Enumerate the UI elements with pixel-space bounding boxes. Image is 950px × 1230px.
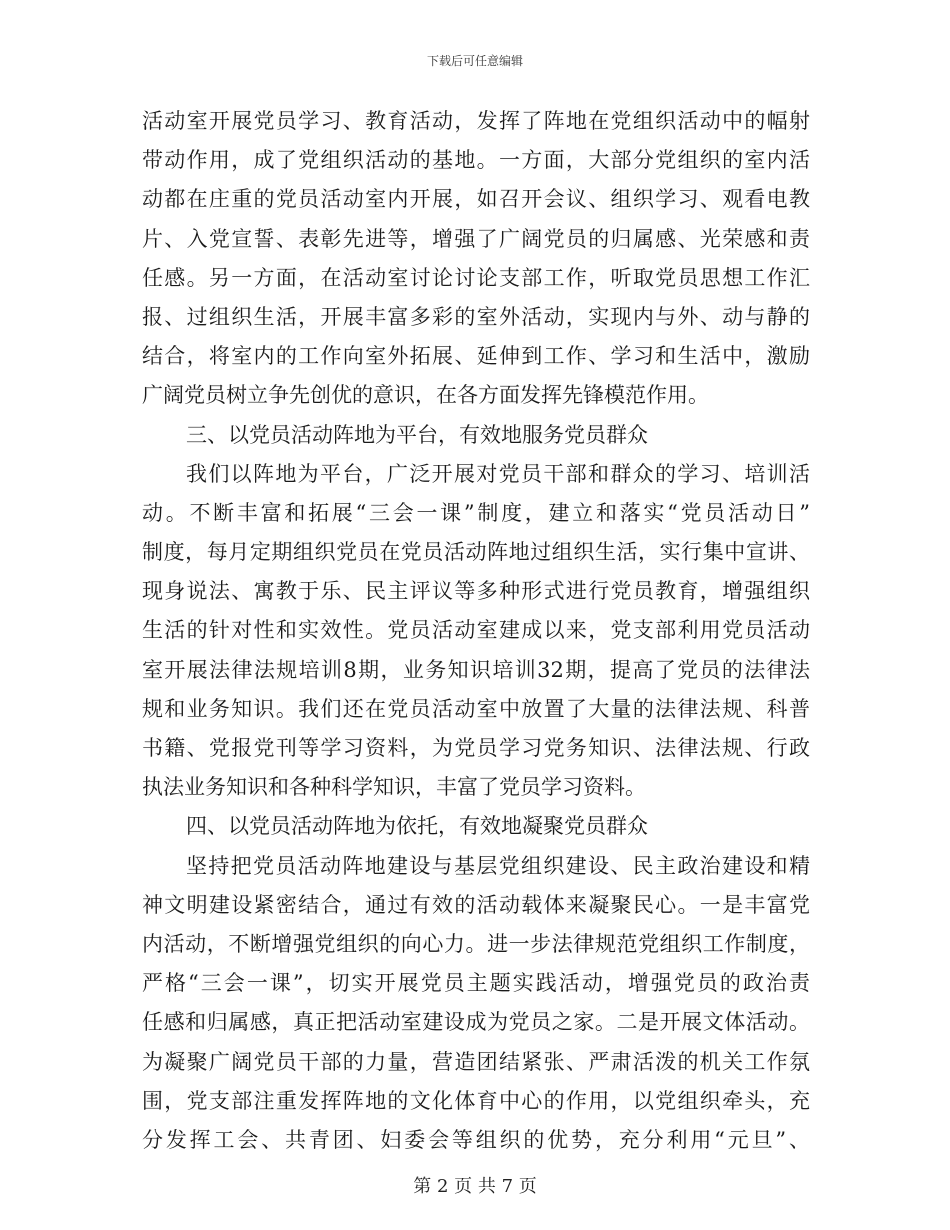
- body-line: 动都在庄重的党员活动室内开展，如召开会议、组织学习、观看电教: [142, 187, 810, 212]
- body-line: 带动作用，成了党组织活动的基地。一方面，大部分党组织的室内活: [142, 148, 810, 173]
- body-line: 任感和归属感，真正把活动室建设成为党员之家。二是开展文体活动。: [142, 1010, 810, 1035]
- page-header-note: 下载后可任意编辑: [426, 54, 523, 68]
- body-line: 分发挥工会、共青团、妇委会等组织的优势，充分利用“元旦”、: [142, 1127, 810, 1152]
- body-line: 为凝聚广阔党员干部的力量，营造团结紧张、严肃活泼的机关工作氛: [142, 1049, 810, 1074]
- body-line: 规和业务知识。我们还在党员活动室中放置了大量的法律法规、科普: [142, 696, 810, 721]
- body-line: 制度，每月定期组织党员在党员活动阵地过组织生活，实行集中宣讲、: [142, 540, 810, 565]
- body-line: 严格“三会一课”，切实开展党员主题实践活动，增强党员的政治责: [142, 971, 810, 996]
- body-line: 室开展法律法规培训8期，业务知识培训32期，提高了党员的法律法: [142, 657, 810, 682]
- section-heading: 四、以党员活动阵地为依托，有效地凝聚党员群众: [186, 814, 648, 839]
- body-line: 围，党支部注重发挥阵地的文化体育中心的作用，以党组织牵头，充: [142, 1088, 810, 1113]
- body-line: 报、过组织生活，开展丰富多彩的室外活动，实现内与外、动与静的: [142, 304, 810, 329]
- body-line: 活动室开展党员学习、教育活动，发挥了阵地在党组织活动中的幅射: [142, 109, 810, 133]
- body-line: 坚持把党员活动阵地建设与基层党组织建设、民主政治建设和精: [186, 853, 810, 878]
- body-line: 执法业务知识和各种科学知识，丰富了党员学习资料。: [142, 775, 646, 800]
- body-line: 任感。另一方面，在活动室讨论讨论支部工作，听取党员思想工作汇: [142, 265, 810, 290]
- body-line: 神文明建设紧密结合，通过有效的活动载体来凝聚民心。一是丰富党: [142, 892, 810, 917]
- body-line: 片、入党宣誓、表彰先进等，增强了广阔党员的归属感、光荣感和责: [142, 226, 810, 251]
- page-number: 第 2 页 共 7 页: [413, 1176, 537, 1197]
- body-line: 现身说法、寓教于乐、民主评议等多种形式进行党员教育，增强组织: [142, 579, 810, 604]
- body-line: 广阔党员树立争先创优的意识，在各方面发挥先锋模范作用。: [142, 383, 709, 408]
- section-heading: 三、以党员活动阵地为平台，有效地服务党员群众: [186, 422, 648, 447]
- body-line: 内活动，不断增强党组织的向心力。进一步法律规范党组织工作制度，: [142, 931, 810, 956]
- body-line: 书籍、党报党刊等学习资料，为党员学习党务知识、法律法规、行政: [142, 736, 810, 760]
- body-line: 结合，将室内的工作向室外拓展、延伸到工作、学习和生活中，激励: [142, 344, 810, 369]
- body-line: 我们以阵地为平台，广泛开展对党员干部和群众的学习、培训活: [186, 461, 810, 486]
- body-line: 动。不断丰富和拓展“三会一课”制度，建立和落实“党员活动日”: [142, 500, 810, 525]
- document-body: [142, 102, 810, 1160]
- body-line: 生活的针对性和实效性。党员活动室建成以来，党支部利用党员活动: [142, 618, 810, 643]
